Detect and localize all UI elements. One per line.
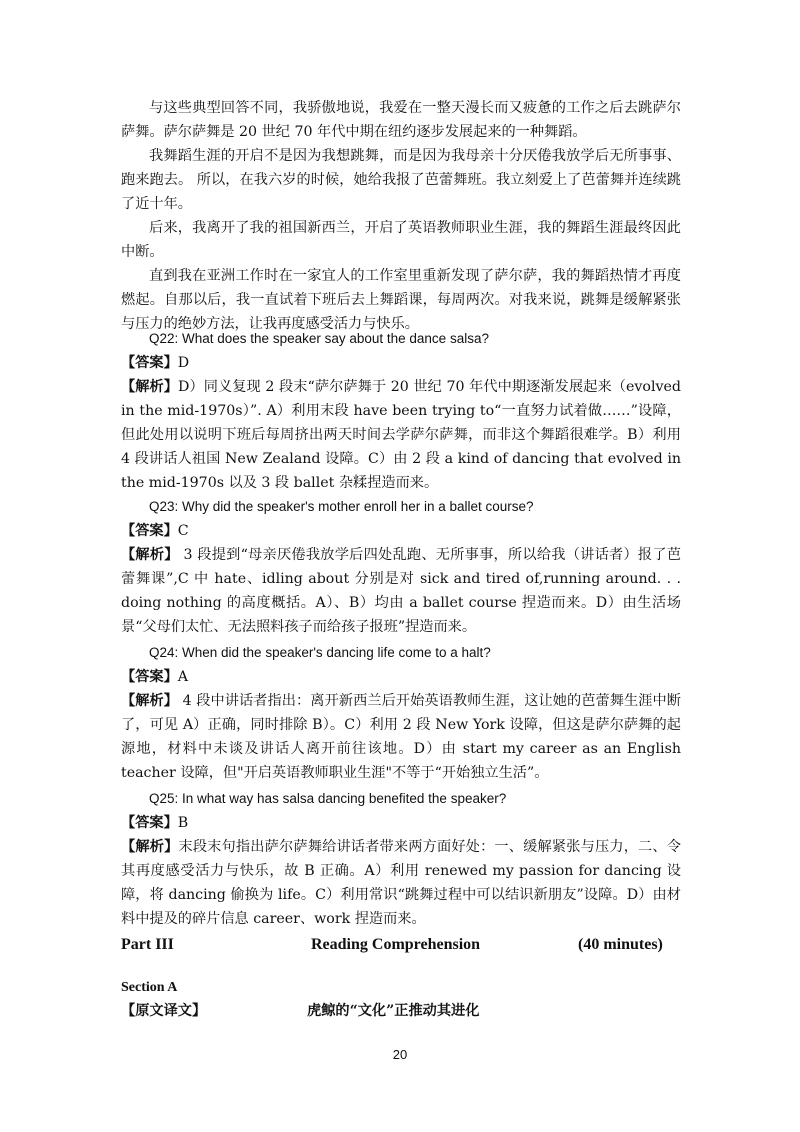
translation-title: 虎鲸的“文化”正推动其进化 xyxy=(307,1003,480,1019)
question-q24: Q24: When did the speaker's dancing life come to a halt? xyxy=(149,645,491,660)
answer-value: D xyxy=(177,355,190,371)
answer-label: 【答案】 xyxy=(121,523,178,539)
answer-line xyxy=(121,519,681,543)
part-title: Part III xyxy=(121,936,174,953)
analysis-text: 末段末句指出萨尔萨舞给讲话者带来两方面好处：一、缓解紧张与压力，二、令其再度感受活力与快乐，故 B 正确。A）利用 renewed my passion for dancing 设障，将 dancing 偷换为 life。C）利用常识“跳舞过程中可以结识新朋友”设障。D）由材料中提及的碎片信息 career、work 捏造而来。 xyxy=(121,839,681,927)
qa-block-q23 xyxy=(121,495,681,639)
intro-paragraph-4: 直到我在亚洲工作时在一家宜人的工作室里重新发现了萨尔萨，我的舞蹈热情才再度燃起。自那以后，我一直试着下班后去上舞蹈课，每周两次。对我来说，跳舞是缓解紧张与压力的绝妙方法，让我再度感受活力与快乐。 xyxy=(121,268,681,332)
qa-block-q24 xyxy=(121,641,681,785)
answer-value: A xyxy=(177,669,189,685)
analysis-label: 【解析】 xyxy=(121,379,179,395)
qa-block-q25 xyxy=(121,787,681,931)
section-heading: Section A xyxy=(121,980,178,995)
analysis-label: 【解析】 xyxy=(121,547,179,563)
analysis-paragraph xyxy=(121,835,681,931)
analysis-text: D）同义复现 2 段末“萨尔萨舞于 20 世纪 70 年代中期逐渐发展起来（evolved in the mid-1970s）”. A）利用末段 have been trying to“一直努力试着做……”设障，但此处用以说明下班后每周挤出两天时间去学萨尔萨舞，而非这个舞蹈很难学。B）利用 4 段讲话人祖国 New Zealand 设障。C）由 2 段 a kind of dancing that evolved in the mid-1970s 以及 3 段 ballet 杂糅捏造而来。 xyxy=(121,379,681,491)
question-q23: Q23: Why did the speaker's mother enroll her in a ballet course? xyxy=(149,499,534,514)
page-number: 20 xyxy=(392,1047,408,1062)
intro-block xyxy=(121,96,681,336)
analysis-label: 【解析】 xyxy=(121,839,179,855)
intro-paragraph-1: 与这些典型回答不同，我骄傲地说，我爱在一整天漫长而又疲惫的工作之后去跳萨尔萨舞。萨尔萨舞是 20 世纪 70 年代中期在纽约逐步发展起来的一种舞蹈。 xyxy=(121,100,681,140)
intro-paragraph-3: 后来，我离开了我的祖国新西兰，开启了英语教师职业生涯，我的舞蹈生涯最终因此中断。 xyxy=(121,220,681,260)
intro-paragraph-2: 我舞蹈生涯的开启不是因为我想跳舞，而是因为我母亲十分厌倦我放学后无所事事、跑来跑去。 所以，在我六岁的时候，她给我报了芭蕾舞班。我立刻爱上了芭蕾舞并连续跳了近十年。 xyxy=(121,148,681,212)
question-q22: Q22: What does the speaker say about the dance salsa? xyxy=(149,331,489,346)
answer-line xyxy=(121,351,681,375)
analysis-label: 【解析】 xyxy=(121,693,179,709)
analysis-text: 4 段中讲话者指出：离开新西兰后开始英语教师生涯，这让她的芭蕾舞生涯中断了，可见 A）正确，同时排除 B）。C）利用 2 段 New York 设障，但这是萨尔萨舞的起源地，材料中未谈及讲话人离开前往该地。D）由 start my career as an English teacher 设障，但"开启英语教师职业生涯"不等于“开始独立生活”。 xyxy=(121,693,681,781)
answer-value: C xyxy=(177,523,189,539)
analysis-paragraph xyxy=(121,543,681,639)
answer-label: 【答案】 xyxy=(121,815,178,831)
answer-label: 【答案】 xyxy=(121,355,178,371)
answer-line xyxy=(121,811,681,835)
question-q25: Q25: In what way has salsa dancing benefited the speaker? xyxy=(149,791,507,806)
answer-value: B xyxy=(177,815,189,831)
analysis-paragraph xyxy=(121,375,681,495)
answer-line xyxy=(121,665,681,689)
part-heading xyxy=(121,936,681,962)
part-name: Reading Comprehension xyxy=(311,936,481,953)
analysis-text: 3 段提到“母亲厌倦我放学后四处乱跑、无所事事，所以给我（讲话者）报了芭蕾舞课”,C 中 hate、idling about 分别是对 sick and tired of,running around. . . doing nothing 的高度概括。A）、B）均由 a ballet course 捏造而来。D）由生活场景“父母们太忙、无法照料孩子而给孩子报班”捏造而来。 xyxy=(121,547,681,635)
qa-block-q22 xyxy=(121,327,681,495)
part-time: (40 minutes) xyxy=(578,936,663,953)
analysis-paragraph xyxy=(121,689,681,785)
answer-label: 【答案】 xyxy=(121,669,178,685)
translation-label: 【原文译文】 xyxy=(121,1003,207,1019)
